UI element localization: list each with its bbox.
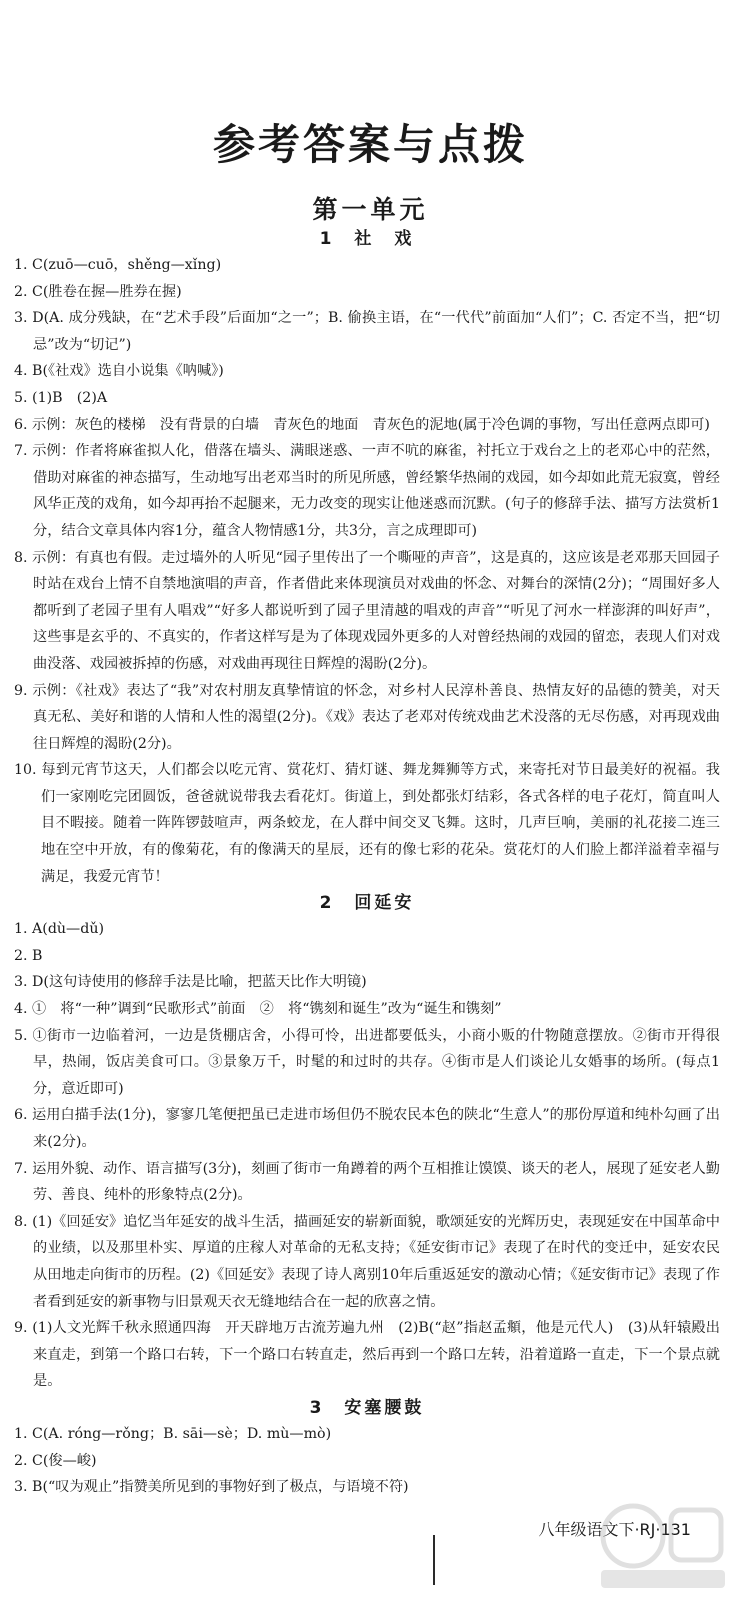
answer-item: 1. A(dù—dǔ)	[14, 921, 104, 938]
page-footer-signature: 八年级语文下·RJ·131	[538, 1520, 691, 1539]
answer-item: 5. ①街市一边临着河，一边是货棚店舍，小得可怜，出进都要低头，小商小贩的什物随意摆放。②街市开得很早，热闹，饭店美食可口。③景象万千，时髦的和过时的共存。④街市是人们谈论儿女婚事的场所。(每点1分，意近即可)	[14, 1027, 720, 1097]
unit-heading: 第一单元	[312, 195, 429, 224]
answer-item: 9. 示例：《社戏》表达了“我”对农村朋友真挚情谊的怀念，对乡村人民淳朴善良、热情友好的品德的赞美，对天真无私、美好和谐的人情和人性的渴望(2分)。《戏》表达了老邓对传统戏曲艺术没落的无尽伤感，对再现戏曲往日辉煌的渴盼(2分)。	[14, 682, 720, 752]
lesson-heading: 3 安塞腰鼓	[309, 1397, 425, 1418]
answer-item: 8. (1)《回延安》追忆当年延安的战斗生活，描画延安的崭新面貌，歌颂延安的光辉历史，表现延安在中国革命中的业绩，以及那里朴实、厚道的庄稼人对革命的无私支持；《延安街市记》表现了在时代的变迁中，延安农民从田地走向街市的历程。(2)《回延安》表现了诗人离别10年后重返延安的激动心情；《延安街市记》表现了作者看到延安的新事物与旧景观天衣无缝地结合在一起的欣喜之情。	[14, 1213, 720, 1310]
answer-item: 9. (1)人文光辉千秋永照通四海 开天辟地万古流芳遍九州 (2)B(“赵”指赵孟頫，他是元代人) (3)从轩辕殿出来直走，到第一个路口右转，下一个路口右转直走，然后再到一个路口左转，沿着道路一直走，下一个景点就是。	[14, 1320, 720, 1390]
answer-item: 4. ① 将“一种”调到“民歌形式”前面 ② 将“镌刻和诞生”改为“诞生和镌刻”	[14, 1001, 502, 1018]
answer-item: 8. 示例：有真也有假。走过墙外的人听见“园子里传出了一个嘶哑的声音”，这是真的，这应该是老邓那天回园子时站在戏台上情不自禁地演唱的声音，作者借此来体现演员对戏曲的怀念、对舞台的深情(2分)；“周围好多人都听到了老园子里有人唱戏”“好多人都说听到了园子里清越的唱戏的声音”“听见了河水一样澎湃的叫好声”，这些事是玄乎的、不真实的，作者这样写是为了体现戏园外更多的人对曾经热闹的戏园的留恋，表现人们对戏曲没落、戏园被拆掉的伤感，对戏曲再现往日辉煌的渴盼(2分)。	[14, 549, 720, 672]
answer-item: 5. (1)B (2)A	[14, 389, 108, 406]
lesson-heading: 2 回延安	[319, 893, 415, 914]
answer-content	[14, 226, 720, 1501]
answer-item: 6. 运用白描手法(1分)，寥寥几笔便把虽已走进市场但仍不脱农民本色的陕北“生意人”的那份厚道和纯朴勾画了出来(2分)。	[14, 1107, 720, 1150]
answer-item: 1. C(zuō—cuō，shěng—xǐng)	[14, 257, 222, 273]
answer-item: 7. 运用外貌、动作、语言描写(3分)，刻画了街市一角蹲着的两个互相推让馍馍、谈天的老人，展现了延安老人勤劳、善良、纯朴的形象特点(2分)。	[14, 1160, 720, 1204]
answer-item: 10. 每到元宵节这天，人们都会以吃元宵、赏花灯、猜灯谜、舞龙舞狮等方式，来寄托对节日最美好的祝福。我们一家刚吃完团圆饭，爸爸就说带我去看花灯。街道上，到处都张灯结彩，各式各样的电子花灯，简直叫人目不暇接。随着一阵阵锣鼓喧声，两条蛟龙，在人群中间交叉飞舞。这时，几声巨响，美丽的礼花接二连三地在空中开放，有的像菊花，有的像满天的星辰，还有的像七彩的花朵。赏花灯的人们脸上都洋溢着幸福与满足，我爱元宵节！	[14, 762, 720, 885]
page-title: 参考答案与点拨	[212, 120, 528, 169]
answer-item: 2. C(俊—峻)	[14, 1452, 97, 1469]
answer-item: 6. 示例：灰色的楼梯 没有背景的白墙 青灰色的地面 青灰色的泥地(属于冷色调的事物，写出任意两点即可)	[14, 416, 710, 433]
answer-item: 3. D(A. 成分残缺，在“艺术手段”后面加“之一”；B. 偷换主语，在“一代代”前面加“人们”；C. 否定不当，把“切忌”改为“切记”)	[14, 310, 720, 353]
scan-stroke-mark	[433, 1535, 435, 1585]
answer-item: 2. B	[14, 947, 43, 964]
answer-item: 2. C(胜卷在握—胜券在握)	[14, 283, 182, 300]
lesson-heading: 1 社 戏	[319, 229, 415, 249]
answer-item: 4. B(《社戏》选自小说集《呐喊》)	[14, 363, 224, 380]
answer-item: 7. 示例：作者将麻雀拟人化，借落在墙头、满眼迷惑、一声不吭的麻雀，衬托立于戏台之上的老邓心中的茫然，借助对麻雀的神态描写，生动地写出老邓当时的所见所感，曾经繁华热闹的戏园，如今却如此荒无寂寞，曾经风华正茂的戏角，如今却再抬不起腿来，无力改变的现实让他迷惑而沉默。(句子的修辞手法、描写方法赏析1分，结合文章具体内容1分，蕴含人物情感1分，共3分，言之成理即可)	[14, 443, 720, 539]
watermark-logo-icon	[593, 1496, 733, 1594]
answer-item: 1. C(A. róng—rǒng；B. sāi—sè；D. mù—mò)	[14, 1425, 332, 1442]
answer-item: 3. D(这句诗使用的修辞手法是比喻，把蓝天比作大明镜)	[14, 974, 367, 991]
answer-item: 3. B(“叹为观止”指赞美所见到的事物好到了极点，与语境不符)	[14, 1479, 409, 1496]
